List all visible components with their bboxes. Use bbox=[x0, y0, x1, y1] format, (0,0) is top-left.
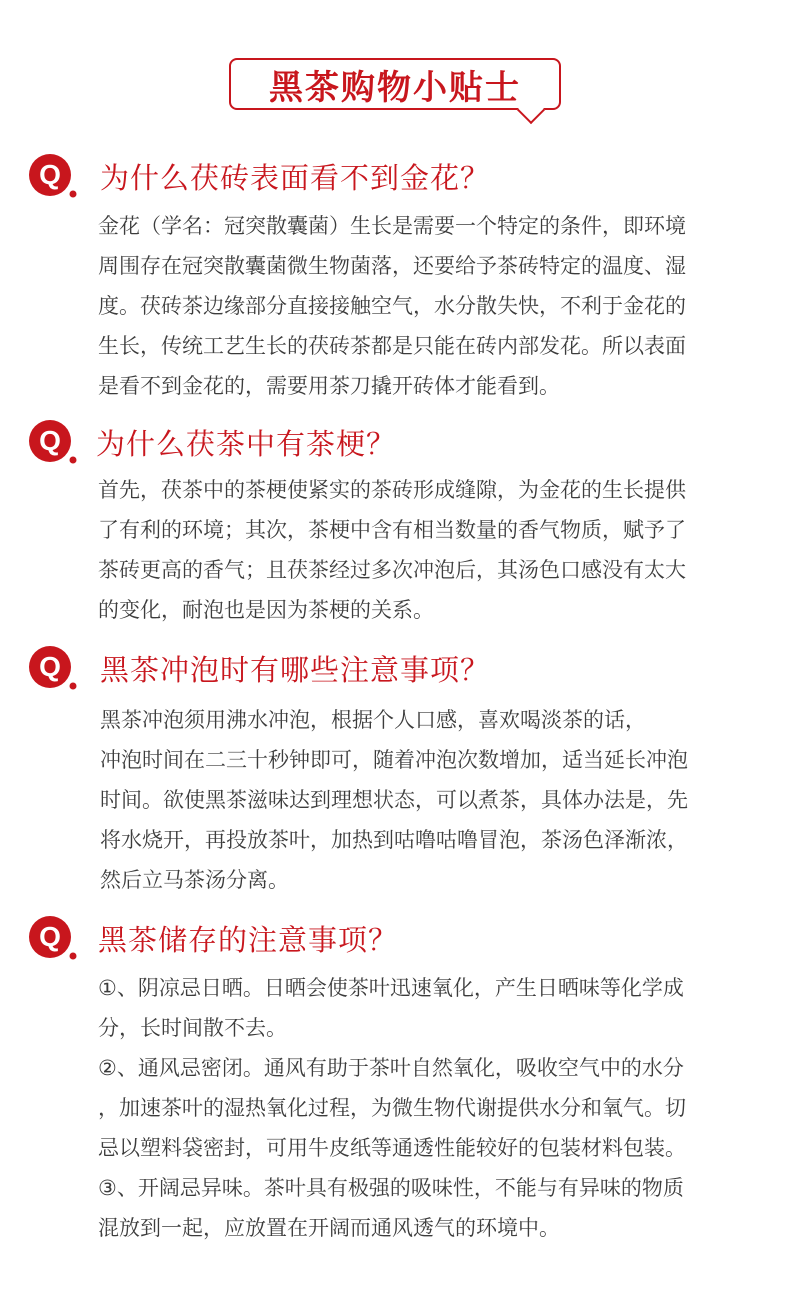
answer-line: ，加速茶叶的湿热氧化过程，为微生物代谢提供水分和氧气。切 bbox=[98, 1096, 686, 1120]
q-badge-icon bbox=[28, 914, 78, 964]
answer-line: 将水烧开，再投放茶叶，加热到咕噜咕噜冒泡，茶汤色泽渐浓， bbox=[100, 828, 688, 852]
question-row bbox=[28, 152, 768, 202]
answer-line: 分，长时间散不去。 bbox=[98, 1016, 287, 1040]
question-text: 黑茶冲泡时有哪些注意事项？ bbox=[100, 653, 491, 687]
answer-text bbox=[100, 700, 740, 900]
answer-line: 冲泡时间在二三十秒钟即可，随着冲泡次数增加，适当延长冲泡 bbox=[100, 748, 688, 772]
answer-line: 时间。欲使黑茶滋味达到理想状态，可以煮茶，具体办法是，先 bbox=[100, 788, 688, 812]
answer-text bbox=[98, 470, 738, 630]
q-letter: Q bbox=[39, 651, 61, 682]
title-banner bbox=[229, 58, 561, 110]
q-letter: Q bbox=[39, 921, 61, 952]
question-text: 为什么茯砖表面看不到金花？ bbox=[100, 161, 491, 195]
question-text: 为什么茯茶中有茶梗？ bbox=[96, 427, 397, 461]
answer-line: 周围存在冠突散囊菌微生物菌落，还要给予茶砖特定的温度、湿 bbox=[98, 254, 686, 278]
q-badge-icon bbox=[28, 418, 78, 468]
answer-line: 忌以塑料袋密封，可用牛皮纸等通透性能较好的包装材料包装。 bbox=[98, 1136, 686, 1160]
question-row bbox=[28, 914, 768, 964]
page-title: 黑茶购物小贴士 bbox=[269, 67, 521, 108]
question-text: 黑茶储存的注意事项？ bbox=[98, 923, 399, 957]
answer-line: 混放到一起，应放置在开阔而通风透气的环境中。 bbox=[98, 1216, 560, 1240]
answer-text bbox=[98, 968, 738, 1248]
answer-line: 生长，传统工艺生长的茯砖茶都是只能在砖内部发花。所以表面 bbox=[98, 334, 686, 358]
answer-line: 了有利的环境；其次，茶梗中含有相当数量的香气物质，赋予了 bbox=[98, 518, 686, 542]
question-row bbox=[28, 418, 768, 468]
answer-line: 的变化，耐泡也是因为茶梗的关系。 bbox=[98, 598, 434, 622]
question-row bbox=[28, 644, 768, 694]
answer-line: 首先，茯茶中的茶梗使紧实的茶砖形成缝隙，为金花的生长提供 bbox=[98, 478, 686, 502]
answer-line: ②、通风忌密闭。通风有助于茶叶自然氧化，吸收空气中的水分 bbox=[98, 1056, 684, 1080]
answer-line: 度。茯砖茶边缘部分直接接触空气，水分散失快，不利于金花的 bbox=[98, 294, 686, 318]
answer-text bbox=[98, 206, 738, 406]
answer-line: 黑茶冲泡须用沸水冲泡，根据个人口感，喜欢喝淡茶的话， bbox=[100, 708, 646, 732]
answer-line: ①、阴凉忌日晒。日晒会使茶叶迅速氧化，产生日晒味等化学成 bbox=[98, 976, 684, 1000]
answer-line: 金花（学名：冠突散囊菌）生长是需要一个特定的条件，即环境 bbox=[98, 214, 686, 238]
answer-line: 然后立马茶汤分离。 bbox=[100, 868, 289, 892]
q-letter: Q bbox=[39, 425, 61, 456]
answer-line: 是看不到金花的，需要用茶刀撬开砖体才能看到。 bbox=[98, 374, 560, 398]
q-badge-icon bbox=[28, 152, 78, 202]
answer-line: 茶砖更高的香气；且茯茶经过多次冲泡后，其汤色口感没有太大 bbox=[98, 558, 686, 582]
answer-line: ③、开阔忌异味。茶叶具有极强的吸味性，不能与有异味的物质 bbox=[98, 1176, 684, 1200]
q-badge-icon bbox=[28, 644, 78, 694]
q-letter: Q bbox=[39, 159, 61, 190]
